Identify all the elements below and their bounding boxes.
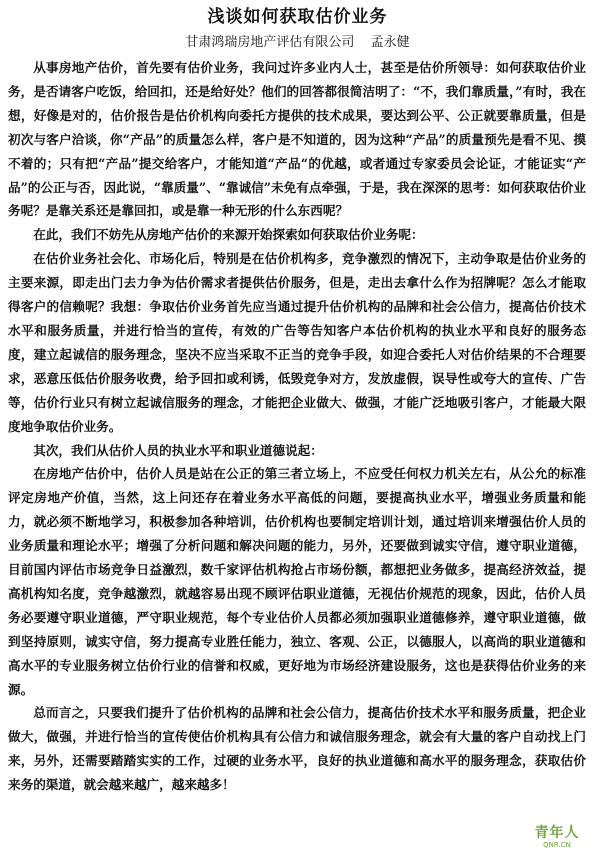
paragraph: 其次，我们从估价人员的执业水平和职业道德说起：: [33, 442, 323, 458]
company-name: 甘肃鸿瑞房地产评估有限公司: [185, 35, 355, 50]
site-watermark: [527, 825, 587, 850]
paragraph: 在房地产估价中，估价人员是站在公正的第三者立场上，不应受任何权力机关左右，从公允的标准评定房地产价值，当然，这上问还存在着业务水平高低的问题，要提高执业水平，增强业务质量和能力，就必须不断地学习，积极参加各种培训，估价机构也要制定培训计划，通过培训来增强估价人员的业务质量和理论水平；增强了分析问题和解决问题的能力，另外，还要做到诚实守信，遵守职业道德，目前国内评估市场竞争日益激烈，数千家评估机构抢占市场份额，都想把业务做多，提高经济效益，提高机构知名度，竞争越激烈，就越容易出现不顾评估职业道德，无视估价规范的现象，因此，估价人员务必要遵守职业道德，严守职业规范，每个专业估价人员都必须加强职业道德修养，遵守职业道德，做到坚持原则，诚实守信，努力提高专业胜任能力，独立、客观、公正，以德服人，以高尚的职业道德和高水平的专业服务树立估价行业的信誉和权威，更好地为市场经济建设服务，这也是获得估价业务的来源。: [8, 466, 586, 697]
article-body: [8, 56, 586, 797]
page-title: 浅谈如何获取估价业务: [207, 7, 388, 27]
paragraph: 在此，我们不妨先从房地产估价的来源开始探索如何获取估价业务呢：: [33, 227, 424, 243]
watermark-domain: QNR.CN: [543, 841, 571, 849]
author-name: 孟永健: [370, 35, 410, 50]
watermark-logo-text: 青年人: [534, 825, 580, 841]
paragraph: 在估价业务社会化、市场化后，特别是在估价机构多，竞争激烈的情况下，主动争取是估价业务的主要来源，即走出门去力争为估价需求者提供估价服务，但是，走出去拿什么作为招牌呢？怎么才能取得客户的信赖呢？我想：争取估价业务首先应当通过提升估价机构的品牌和社会公信力，提高估价技术水平和服务质量，并进行恰当的宣传，有效的广告等告知客户本估价机构的执业水平和良好的服务态度，建立起诚信的服务理念，坚决不应当采取不正当的竞争手段，如迎合委托人对估价结果的不合理要求，恶意压低估价服务收费，给予回扣或利诱，低毁竞争对方，发放虚假，误导性或夸大的宣传、广告等，估价行业只有树立起诚信服务的理念，才能把企业做大、做强，才能广泛地吸引客户，才能最大限度地争取估价业务。: [8, 251, 586, 434]
paragraph: 从事房地产估价，首先要有估价业务，我问过许多业内人士，甚至是估价所领导：如何获取估价业务，是否请客户吃饭，给回扣，还是给好处？他们的回答都很简洁明了：“不，我们靠质量，”有时，我在想，好像是对的，估价报告是估价机构向委托方提供的技术成果，要达到公平、公正就要靠质量，但是初次与客户洽谈，你“产品”的质量怎么样，客户是不知道的，因为这种“产品”的质量预先是看不见、摸不着的；只有把“产品”提交给客户，才能知道“产品“的优越，或者通过专家委员会论证，才能证实“产品”的公正与否，因此说，“靠质量”、“靠诚信”未免有点牵强，于是，我在深深的思考：如何获取估价业务呢？是靠关系还是靠回扣，或是靠一种无形的什么东西呢？: [8, 60, 586, 219]
paragraph: 总而言之，只要我们提升了估价机构的品牌和社会公信力，提高估价技术水平和服务质量，把企业做大，做强，并进行恰当的宣传使估价机构具有公信力和诚信服务理念，就会有大量的客户自动找上门来，另外，还需要踏踏实实的工作，过硬的业务水平，良好的执业道德和高水平的服务理念，获取估价来务的渠道，就会越来越广，越来越多！: [8, 705, 586, 793]
author-line: [0, 34, 595, 52]
